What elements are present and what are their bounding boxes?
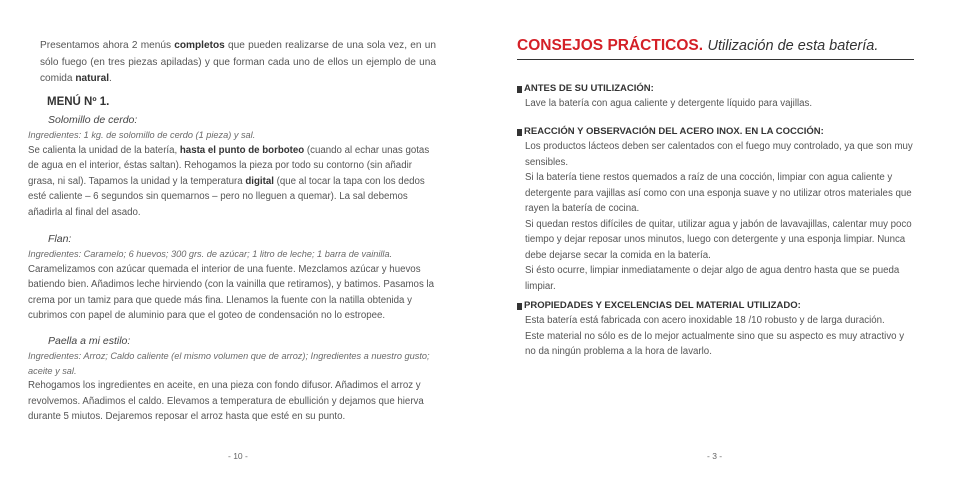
recipe-flan [28, 232, 438, 324]
section-antes [517, 82, 917, 112]
recipe-solomillo [28, 113, 438, 220]
section-paragraph: Este material no sólo es de lo mejor actualmente sino que su aspecto es muy atractivo y no da ningún problema a la hora de lavarlo. [525, 330, 905, 357]
bold-borboteo: hasta el punto de borboteo [179, 144, 305, 156]
intro-paragraph [40, 38, 436, 88]
page-number: - 3 - [707, 451, 723, 461]
square-bullet-icon [517, 303, 522, 310]
page-title [517, 37, 914, 60]
page-number: - 10 - [228, 451, 248, 461]
section-body [517, 139, 917, 294]
page-title-subtitle: Utilización de esta batería. [707, 38, 879, 54]
recipe-ingredients: Ingredientes: 1 kg. de solomillo de cerdo (1 pieza) y sal. [28, 130, 256, 140]
page-title-main: CONSEJOS PRÁCTICOS. [517, 37, 704, 54]
square-bullet-icon [517, 86, 522, 93]
intro-text-1: Presentamos ahora 2 menús [40, 40, 175, 51]
section-body [517, 96, 917, 112]
section-paragraph: Si ésto ocurre, limpiar inmediatamente o dejar algo de agua dentro hasta que se pueda limpiar. [525, 265, 900, 292]
recipe-name: Flan: [48, 233, 72, 245]
intro-text-2: que pueden realizarse de una sola vez, en un sólo fuego (en tres piezas apiladas) y que forman cada uno de ellos un ejemplo de una comida [40, 40, 436, 84]
section-heading: PROPIEDADES Y EXCELENCIAS DEL MATERIAL UTILIZADO: [517, 299, 917, 313]
section-reaccion [517, 125, 917, 294]
section-propiedades [517, 299, 917, 360]
recipe-instructions: Se calienta la unidad de la batería, hasta el punto de borboteo (cuando al echar unas gotas de agua en el interior, éstas saltan). Rehogamos la pieza por todo su contorno (sin añadir grasa, ni sal). Tapamos la unidad y la temperatura digital (que al tocar la tapa con los dedos esté caliente – 6 segundos sin quemarnos – pero no lleguen a quemar). La sal debemos añadirla al final del asado. [28, 144, 430, 218]
bold-digital: digital [245, 175, 274, 187]
recipe-instructions: Caramelizamos con azúcar quemada el interior de una fuente. Mezclamos azúcar y huevos batiendo bien. Añadimos leche hirviendo (con la vainilla que retiramos), y batimos. Pasamos la crema por un tamiz para que quede más fina. Llenamos la fuente con la natilla obtenida y cubrimos con papel de aluminio para que el goteo de condensación no lo estropee. [28, 263, 435, 321]
section-paragraph: Si quedan restos difíciles de quitar, utilizar agua y jabón de lavavajillas, calentar muy poco tiempo y dejar reposar unos minutos, luego con detergente y una esponja limpiar. Nunca debe dejarse secar la comida en la batería. [525, 218, 912, 261]
section-paragraph: Lave la batería con agua caliente y detergente líquido para vajillas. [525, 98, 813, 109]
intro-text-3: . [109, 73, 112, 84]
recipe-instructions: Rehogamos los ingredientes en aceite, en una pieza con fondo difusor. Añadimos el arroz y revolvemos. Añadimos el caldo. Elevamos a temperatura de ebullición y dejamos que hierva durante 5 miutos. Dejaremos reposar el arroz hasta que esté en su punto. [28, 380, 424, 422]
intro-bold-natural: natural [75, 73, 109, 84]
recipe-paella [28, 334, 438, 425]
section-body [517, 313, 917, 360]
square-bullet-icon [517, 129, 522, 136]
recipe-name: Solomillo de cerdo: [48, 114, 138, 126]
recipe-name: Paella a mi estilo: [48, 335, 131, 347]
section-paragraph: Los productos lácteos deben ser calentados con el fuego muy controlado, ya que son muy sensibles. [525, 141, 913, 168]
right-page [477, 0, 954, 478]
section-paragraph: Esta batería está fabricada con acero inoxidable 18 /10 robusto y de larga duración. [525, 315, 885, 326]
section-heading: REACCIÓN Y OBSERVACIÓN DEL ACERO INOX. EN LA COCCIÓN: [517, 125, 917, 139]
menu-title: MENÚ Nº 1. [47, 96, 110, 108]
intro-bold-completos: completos [174, 40, 225, 51]
recipe-ingredients: Ingredientes: Arroz; Caldo caliente (el mismo volumen que de arroz); Ingredientes a nuestro gusto; aceite y sal. [28, 351, 430, 376]
recipe-ingredients: Ingredientes: Caramelo; 6 huevos; 300 grs. de azúcar; 1 litro de leche; 1 barra de vainilla. [28, 249, 393, 259]
section-paragraph: Si la batería tiene restos quemados a raíz de una cocción, limpiar con agua caliente y detergente para vajillas así como con una esponja suave y no utilizar otros materiales que rayen la batería de cocina. [525, 172, 912, 214]
section-heading: ANTES DE SU UTILIZACIÓN: [517, 82, 917, 96]
